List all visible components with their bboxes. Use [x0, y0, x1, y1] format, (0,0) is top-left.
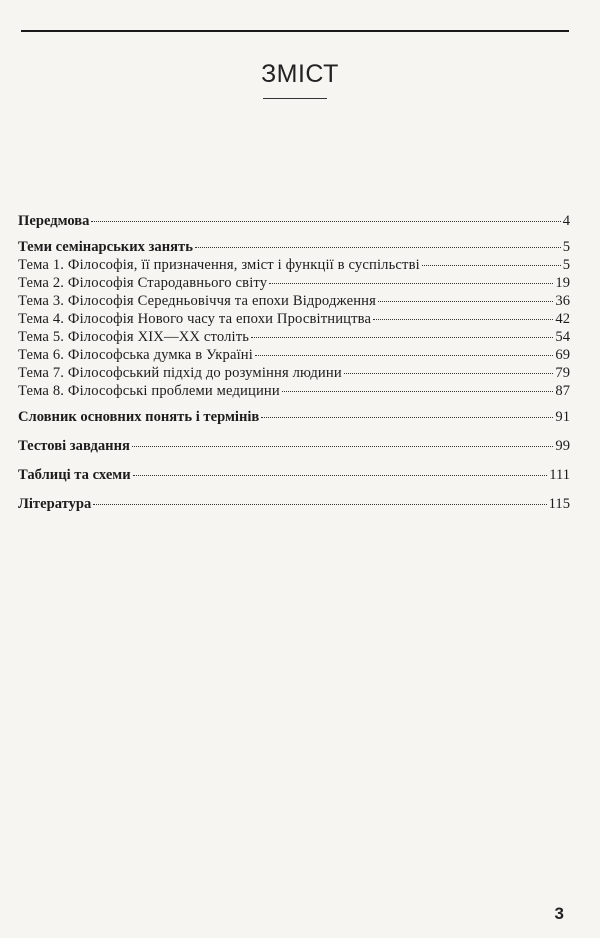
dot-leader: [344, 373, 554, 374]
toc-entry-label: Тема 2. Філософія Стародавнього світу: [18, 275, 268, 291]
toc-entry-topic-1[interactable]: [18, 256, 570, 274]
toc-entry-label: Таблиці та схеми: [18, 467, 131, 483]
toc-entry-page: 5: [562, 239, 570, 255]
dot-leader: [422, 265, 561, 266]
toc-entry-seminars[interactable]: [18, 238, 570, 256]
toc-entry-page: 111: [549, 467, 570, 483]
toc-entry-page: 87: [555, 383, 570, 399]
toc-entry-page: 79: [555, 365, 570, 381]
page-number: 3: [554, 904, 564, 923]
toc-entry-tests[interactable]: [18, 437, 570, 455]
toc-entry-topic-2[interactable]: [18, 274, 570, 292]
top-rule: [21, 30, 569, 32]
toc-entry-label: Тема 3. Філософія Середньовіччя та епохи Відродження: [18, 293, 376, 309]
dot-leader: [373, 319, 553, 320]
toc-entry-glossary[interactable]: [18, 408, 570, 426]
toc-entry-label: Словник основних понять і термінів: [18, 409, 260, 425]
toc-entry-label: Тема 8. Філософські проблеми медицини: [18, 383, 280, 399]
page-title: ЗМІСТ: [261, 60, 339, 88]
dot-leader: [378, 301, 553, 302]
toc-entry-label: Тема 6. Філософська думка в Україні: [18, 347, 253, 363]
toc-entry-label: Тема 5. Філософія XIX—XX століть: [18, 329, 250, 345]
toc-entry-page: 36: [555, 293, 570, 309]
toc-entry-literature[interactable]: [18, 495, 570, 513]
toc-entry-page: 99: [555, 438, 570, 454]
toc-entry-page: 19: [555, 275, 570, 291]
dot-leader: [132, 446, 554, 447]
toc-entry-topic-8[interactable]: [18, 382, 570, 400]
toc-entry-page: 91: [555, 409, 570, 425]
toc-entry-label: Теми семінарських занять: [18, 239, 193, 255]
dot-leader: [133, 475, 548, 476]
toc-entry-tables[interactable]: [18, 466, 570, 484]
toc-entry-topic-3[interactable]: [18, 292, 570, 310]
toc-entry-topic-7[interactable]: [18, 364, 570, 382]
toc-entry-label: Тема 4. Філософія Нового часу та епохи Просвітництва: [18, 311, 372, 327]
toc-entry-label: Передмова: [18, 213, 90, 229]
dot-leader: [93, 504, 546, 505]
toc-entry-page: 42: [555, 311, 570, 327]
dot-leader: [282, 391, 554, 392]
toc-entry-page: 4: [562, 213, 570, 229]
toc-entry-topic-4[interactable]: [18, 310, 570, 328]
toc-entry-label: Тема 1. Філософія, її призначення, зміст і функції в суспільстві: [18, 257, 420, 273]
table-of-contents: [18, 212, 570, 513]
toc-entry-page: 54: [555, 329, 570, 345]
dot-leader: [251, 337, 553, 338]
toc-entry-topic-6[interactable]: [18, 346, 570, 364]
dot-leader: [255, 355, 553, 356]
dot-leader: [269, 283, 553, 284]
dot-leader: [91, 221, 560, 222]
toc-entry-page: 115: [548, 496, 570, 512]
toc-entry-topic-5[interactable]: [18, 328, 570, 346]
toc-entry-label: Тестові завдання: [18, 438, 130, 454]
dot-leader: [261, 417, 553, 418]
toc-entry-label: Тема 7. Філософський підхід до розуміння людини: [18, 365, 342, 381]
toc-entry-page: 5: [562, 257, 570, 273]
dot-leader: [195, 247, 561, 248]
title-underline: [263, 98, 327, 99]
toc-entry-label: Література: [18, 496, 92, 512]
toc-entry-preface[interactable]: [18, 212, 570, 230]
toc-entry-page: 69: [555, 347, 570, 363]
